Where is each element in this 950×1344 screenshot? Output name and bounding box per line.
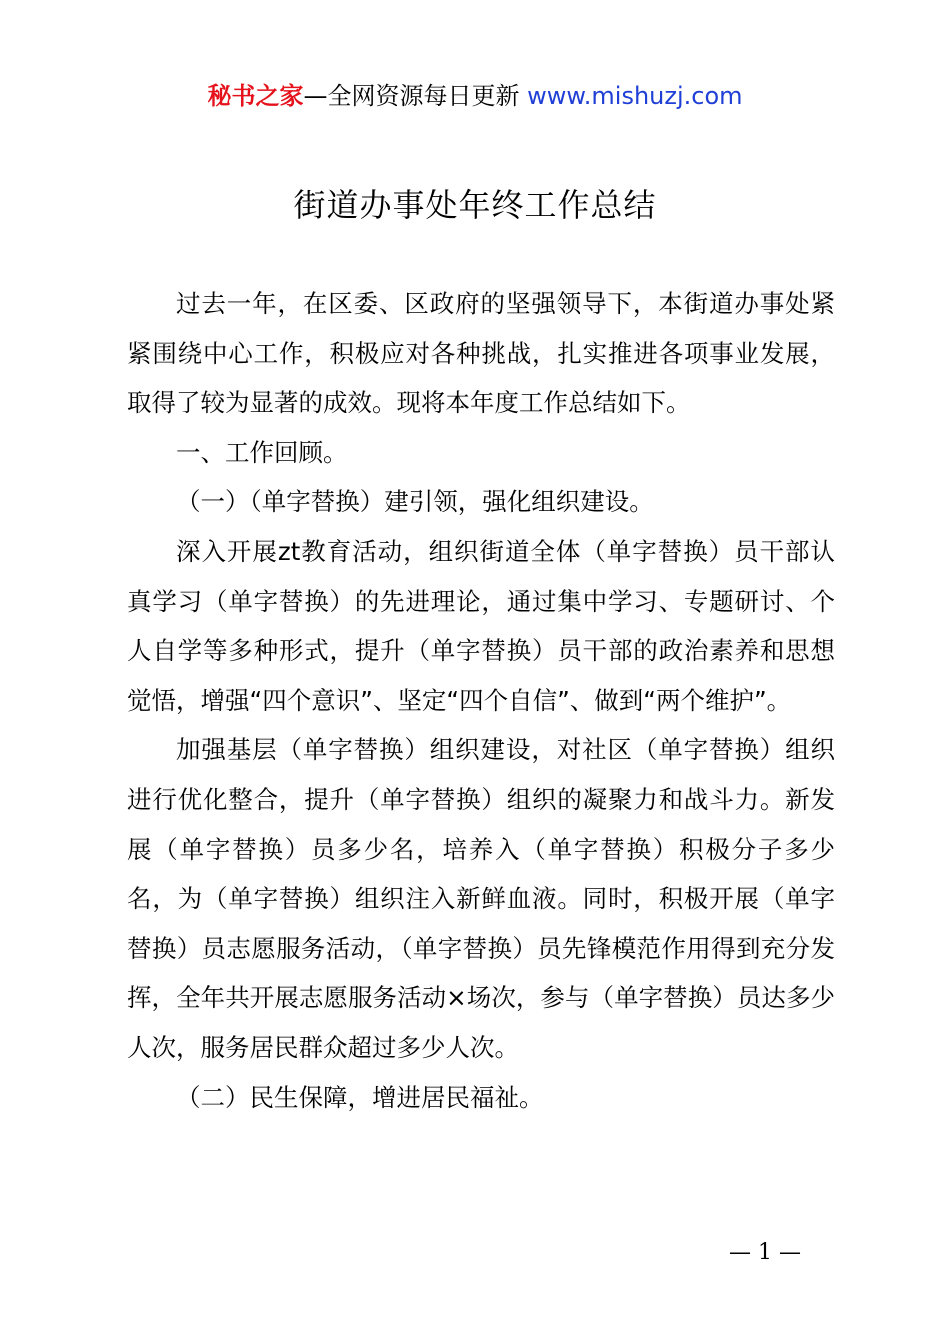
- subsection-heading-livelihood: （二）民生保障，增进居民福祉。: [176, 1082, 544, 1112]
- section-heading-review: 一、工作回顾。: [176, 437, 348, 467]
- paragraph-education: 深入开展zt教育活动，组织街道全体（单字替换）员干部认真学习（单字替换）的先进理论，通过集中学习、专题研讨、个人自学等多种形式，提升（单字替换）员干部的政治素养和思想觉悟，增强“四个意识”、坚定“四个自信”、做到“两个维护”。: [127, 536, 835, 715]
- paragraph-organization: 加强基层（单字替换）组织建设，对社区（单字替换）组织进行优化整合，提升（单字替换）组织的凝聚力和战斗力。新发展（单字替换）员多少名，培养入（单字替换）积极分子多少名，为（单字替换）组织注入新鲜血液。同时，积极开展（单字替换）员志愿服务活动，（单字替换）员先锋模范作用得到充分发挥，全年共开展志愿服务活动×场次，参与（单字替换）员达多少人次，服务居民群众超过多少人次。: [127, 735, 835, 1062]
- header-banner: [0, 80, 950, 112]
- document-body: [127, 279, 835, 1122]
- site-url-link[interactable]: www.mishuzj.com: [527, 82, 743, 110]
- document-title: 街道办事处年终工作总结: [293, 186, 657, 224]
- brand-tagline: —全网资源每日更新: [303, 82, 520, 110]
- page-number: — 1 —: [729, 1240, 801, 1265]
- subsection-heading-party-building: （一）（单字替换）建引领，强化组织建设。: [176, 487, 654, 517]
- brand-name: 秘书之家: [207, 82, 304, 110]
- paragraph-intro: 过去一年，在区委、区政府的坚强领导下，本街道办事处紧紧围绕中心工作，积极应对各种挑战，扎实推进各项事业发展，取得了较为显著的成效。现将本年度工作总结如下。: [127, 289, 835, 418]
